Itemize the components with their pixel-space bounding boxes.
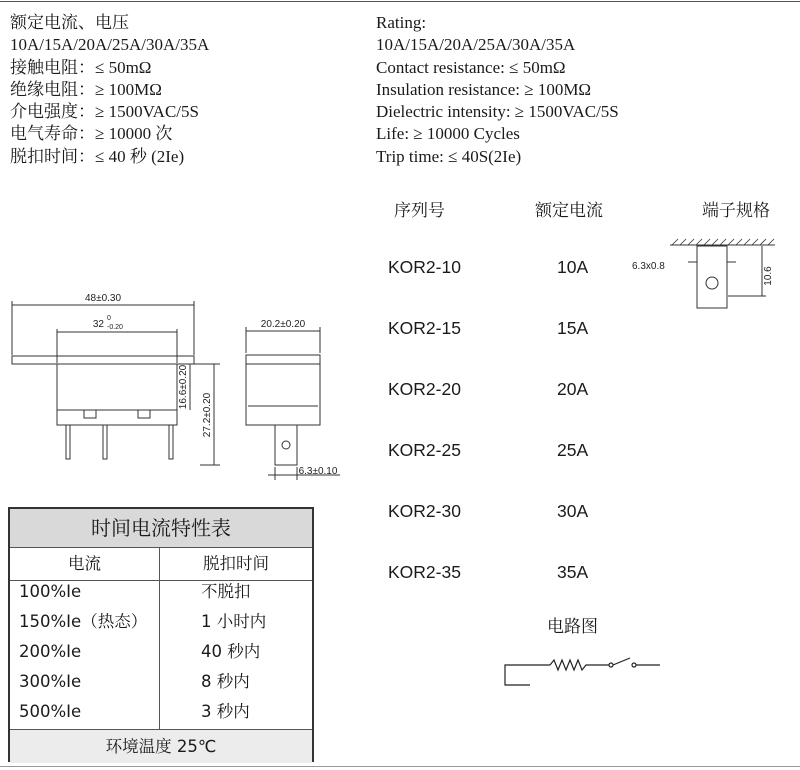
model-current: 10A xyxy=(557,257,589,277)
bottom-rule xyxy=(0,766,800,767)
model-current: 25A xyxy=(557,440,589,460)
terminal-hole xyxy=(706,277,718,289)
model-current: 20A xyxy=(557,379,589,399)
row-current: 100%Ie xyxy=(19,582,82,601)
circuit-title: 电路图 xyxy=(547,617,598,637)
model-row xyxy=(360,501,800,531)
model-name: KOR2-30 xyxy=(388,501,461,521)
row-trip: 不脱扣 xyxy=(201,582,251,601)
spec-en-line: Life: ≥ 10000 Cycles xyxy=(376,124,520,144)
row-trip: 8 秒内 xyxy=(201,672,250,691)
dim-side-width: 20.2±0.20 xyxy=(260,319,306,330)
specs-chinese xyxy=(10,12,209,168)
spec-cn-line: 额定电流、电压 xyxy=(10,13,129,32)
row-current: 150%Ie（热态） xyxy=(19,612,148,631)
row-trip: 40 秒内 xyxy=(201,642,261,661)
dim-body-height: 16.6±0.20 xyxy=(178,364,189,410)
spec-en-line: Rating: xyxy=(376,13,427,32)
terminal-height-label: 10.6 xyxy=(763,266,774,286)
dimension-drawing xyxy=(0,285,345,485)
row-trip: 3 秒内 xyxy=(201,702,250,721)
model-current: 30A xyxy=(557,501,589,521)
header-terminal: 端子规格 xyxy=(702,201,770,220)
model-current: 15A xyxy=(557,318,589,338)
time-current-table xyxy=(8,507,314,762)
terminal-spec-drawing xyxy=(630,232,780,312)
spec-cn-line: 绝缘电阻：≥ 100MΩ xyxy=(10,79,162,99)
model-name: KOR2-20 xyxy=(388,379,461,399)
ambient-temperature: 环境温度 25℃ xyxy=(10,729,312,763)
resistor-symbol xyxy=(550,660,610,670)
spec-en-line: Dielectric intensity: ≥ 1500VAC/5S xyxy=(376,102,619,122)
front-pin xyxy=(66,425,70,459)
dim-total-height: 27.2±0.20 xyxy=(202,392,213,438)
model-name: KOR2-15 xyxy=(388,318,461,338)
header-serial: 序列号 xyxy=(394,201,445,220)
spec-cn-line: 电气寿命：≥ 10000 次 xyxy=(10,124,173,144)
header-trip-time: 脱扣时间 xyxy=(160,548,312,581)
row-trip: 1 小时内 xyxy=(201,612,267,631)
model-name: KOR2-10 xyxy=(388,257,461,277)
circuit-diagram xyxy=(500,655,670,695)
front-flange xyxy=(12,356,194,364)
table-title: 时间电流特性表 xyxy=(10,509,312,548)
front-pin xyxy=(169,425,173,459)
specs-english xyxy=(376,12,619,168)
front-pin xyxy=(103,425,107,459)
dim-inner-tol-lower: -0.20 xyxy=(107,324,123,331)
model-row xyxy=(360,379,800,409)
spec-cn-line: 10A/15A/20A/25A/30A/35A xyxy=(10,35,210,55)
side-tab xyxy=(275,425,297,465)
row-current: 200%Ie xyxy=(19,642,82,661)
spec-en-line: 10A/15A/20A/25A/30A/35A xyxy=(376,35,576,55)
spec-en-line: Contact resistance: ≤ 50mΩ xyxy=(376,57,566,77)
model-row xyxy=(360,562,800,592)
side-flange xyxy=(246,355,320,364)
spec-cn-line: 脱扣时间：≤ 40 秒 (2Ie) xyxy=(10,146,185,166)
dim-tab-width: 6.3±0.10 xyxy=(298,466,338,477)
model-current: 35A xyxy=(557,562,589,582)
dim-overall-width: 48±0.30 xyxy=(84,293,122,304)
hatch xyxy=(672,239,774,245)
model-name: KOR2-35 xyxy=(388,562,461,582)
header-rated-current: 额定电流 xyxy=(535,201,603,220)
row-current: 300%Ie xyxy=(19,672,82,691)
row-current: 500%Ie xyxy=(19,702,82,721)
top-rule xyxy=(0,1,800,2)
spec-en-line: Trip time: ≤ 40S(2Ie) xyxy=(376,146,522,166)
dim-inner-width: 32 xyxy=(92,319,104,330)
header-current: 电流 xyxy=(10,548,159,581)
front-body xyxy=(57,364,177,425)
model-name: KOR2-25 xyxy=(388,440,461,460)
switch-blade xyxy=(613,658,630,665)
spec-cn-line: 接触电阻：≤ 50mΩ xyxy=(10,57,152,77)
model-row xyxy=(360,318,800,348)
spec-cn-line: 介电强度：≥ 1500VAC/5S xyxy=(10,102,199,122)
model-row xyxy=(360,440,800,470)
dim-inner-tol-upper: 0 xyxy=(107,315,111,322)
terminal-width-label: 6.3x0.8 xyxy=(632,261,665,272)
side-body xyxy=(246,364,320,425)
spec-en-line: Insulation resistance: ≥ 100MΩ xyxy=(376,79,592,99)
